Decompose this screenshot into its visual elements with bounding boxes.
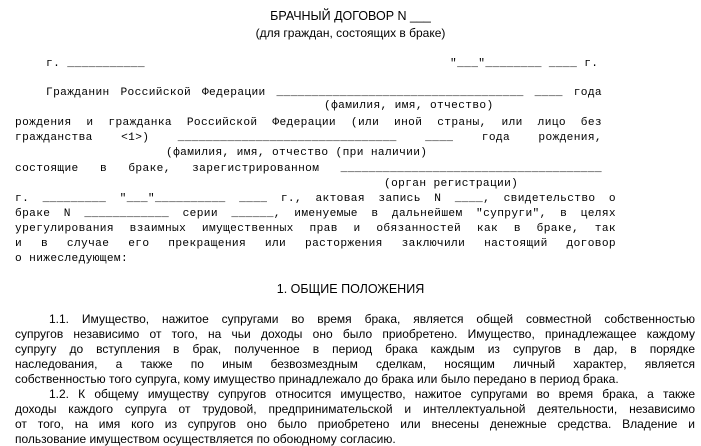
citizen2-line: рождения и гражданка Российской Федерации (или иной страны, или лицо без [15, 117, 602, 129]
citizen-caption: (фамилия, имя, отчество) [324, 100, 494, 112]
citizen-line: Гражданин Российской Федерации ___________________________________ ____ года [46, 87, 602, 99]
document-subtitle: (для граждан, состоящих в браке) [255, 26, 446, 40]
section-heading: 1. ОБЩИЕ ПОЛОЖЕНИЯ [276, 282, 425, 296]
record-line: г. _________ "___"__________ ____ г., актовая запись N ____, свидетельство о [15, 193, 616, 205]
document-title: БРАЧНЫЙ ДОГОВОР N ___ [270, 9, 431, 23]
date-line: "___"________ ____ г. [450, 58, 599, 70]
paragraph-line: доходы каждого супруга от трудовой, предпринимательской и интеллектуальной деятельности, независимо [15, 402, 695, 416]
certificate-line: браке N ____________ серии ______, именуемые в дальнейшем "супруги", в целях [15, 208, 616, 220]
married-line: состоящие в браке, зарегистрированном _____________________________________ [15, 163, 602, 175]
paragraph-line: от того, на имя кого из супругов оно было приобретено или внесены денежные средства. Владение и [15, 417, 695, 431]
paragraph-line: 1.1. Имущество, нажитое супругами во время брака, является общей совместной собственностью [49, 312, 695, 326]
paragraph-line: наследования, а также по иным безвозмездным сделкам, носящим личный характер, является [15, 357, 695, 371]
purpose-line: урегулирования взаимных имущественных прав и обязанностей как в браке, так [15, 223, 616, 235]
closing-line: о нижеследующем: [15, 253, 129, 265]
citizen2-caption: (фамилия, имя, отчество (при наличии) [166, 147, 428, 159]
citizenship-line: гражданства <1>) _______________________________ ____ года рождения, [15, 132, 602, 144]
registry-caption: (орган регистрации) [384, 178, 519, 190]
termination-line: и в случае его прекращения или расторжения заключили настоящий договор [15, 238, 616, 250]
paragraph-line: супругов независимо от того, на чьи доходы оно было приобретено. Имущество, принадлежащее каждому [15, 327, 695, 341]
paragraph-line: супругу до вступления в брак, полученное в период брака каждым из супругов в дар, в порядке [15, 342, 695, 356]
paragraph-line: собственностью того супруга, кому имущество принадлежало до брака или было передано в период брака. [15, 372, 619, 386]
place-line: г. ___________ [46, 58, 145, 70]
paragraph-line: 1.2. К общему имуществу супругов относится имущество, нажитое супругами во время брака, а также [49, 387, 695, 401]
paragraph-line: пользование имуществом осуществляется по обоюдному согласию. [15, 432, 396, 446]
